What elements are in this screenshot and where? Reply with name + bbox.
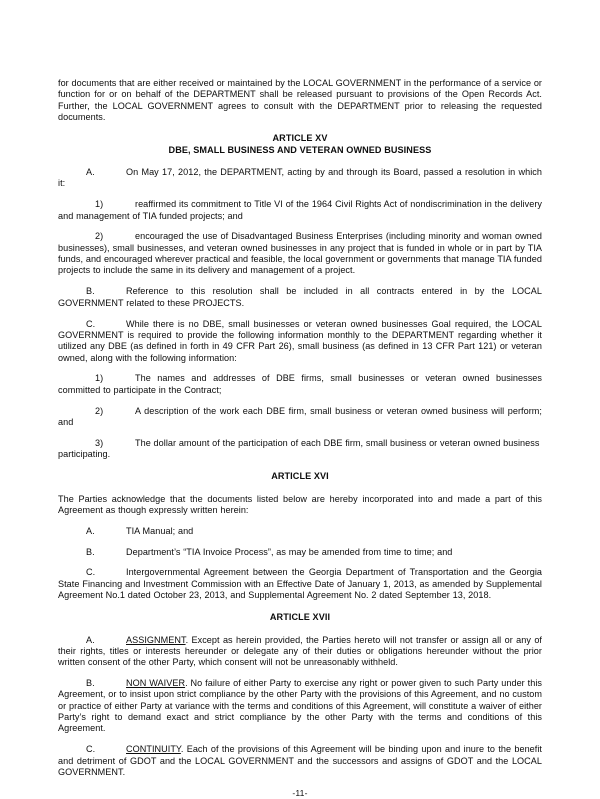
article-xv-item-b-text: Reference to this resolution shall be included in all contracts entered in by the LOCAL GOVERNMENT related to these PROJECTS. <box>58 286 542 308</box>
article-xvii-item-c-continuity-text: . Each of the provisions of this Agreement will be binding upon and inure to the benefit and detriment of GDOT and the LOCAL GOVERNMENT and the successors and assigns of GDOT and the LOCAL GOVERNMENT. <box>58 744 542 777</box>
article-xv-item-c-2 <box>58 406 542 429</box>
article-xv-item-c-1-marker: 1) <box>95 373 104 384</box>
article-xvii-item-a-assignment-text: . Except as herein provided, the Parties hereto will not transfer or assign all or any of their rights, titles or interests hereunder or delegate any of their duties or obligations hereunder without the prior written consent of the other Party, which consent will not be unreasonably withheld. <box>58 634 542 668</box>
article-xv-item-b-marker: B. <box>86 286 95 297</box>
article-xv-item-c-3 <box>58 438 542 461</box>
article-xv-item-a-text: On May 17, 2012, the DEPARTMENT, acting by and through its Board, passed a resolution in which it: <box>58 167 542 189</box>
page-number: -11- <box>292 787 308 798</box>
article-xv-item-a-1 <box>58 199 542 222</box>
article-xvi-intro-paragraph: The Parties acknowledge that the documents listed below are hereby incorporated into and made a part of this Agreement as though expressly written herein: <box>58 493 542 515</box>
article-xvii-item-a-assignment-marker: A. <box>86 634 95 645</box>
article-xvii-item-a-assignment <box>58 635 542 669</box>
article-xvi-item-a-marker: A. <box>86 525 95 536</box>
article-xvi-item-b <box>58 547 542 558</box>
article-xvi-item-b-text: Department’s “TIA Invoice Process”, as may be amended from time to time; and <box>126 546 453 557</box>
article-xv-heading-line-1: ARTICLE XV <box>272 133 328 144</box>
article-xv-item-c-2-text: A description of the work each DBE firm, small business or veteran owned business will perform; and <box>58 405 542 427</box>
article-xv-item-c <box>58 319 542 364</box>
article-xv-item-a-1-marker: 1) <box>95 199 104 210</box>
article-xvii-item-a-assignment-term: ASSIGNMENT <box>126 634 186 645</box>
article-xvi-item-a-text: TIA Manual; and <box>126 525 194 536</box>
article-xv-item-c-2-marker: 2) <box>95 405 104 416</box>
article-xvii-item-c-continuity-term: CONTINUITY <box>126 744 181 755</box>
article-xv-item-c-marker: C. <box>86 318 96 329</box>
article-xvii-heading-line-1: ARTICLE XVII <box>269 612 331 623</box>
article-xvi-item-c-marker: C. <box>86 567 96 578</box>
article-xvii-heading <box>58 612 542 624</box>
article-xv-item-c-1 <box>58 373 542 396</box>
article-xv-item-c-text: While there is no DBE, small businesses or veteran owned businesses Goal required, the LOCAL GOVERNMENT is required to provide the following information monthly to the DEPARTMENT regarding whether it utilized any DBE (as defined in forth in 49 CFR Part 26), small business (as defined in 13 CFR Part 121) or veteran owned, along with the following information: <box>58 318 542 363</box>
article-xvii-item-b-non-waiver-marker: B. <box>86 678 95 689</box>
article-xv-item-a-2-text: encouraged the use of Disadvantaged Business Enterprises (including minority and woman owned businesses), small businesses, and veteran owned businesses in any project that is funded in whole or in part by TIA funds, and encouraged wherever practical and feasible, the local government or governments that manage TIA funded projects to include the same in its delivery and management of a project. <box>58 231 542 276</box>
article-xv-item-c-3-marker: 3) <box>95 437 104 448</box>
article-xv-item-a-marker: A. <box>86 167 95 178</box>
article-xv-item-a-2 <box>58 231 542 276</box>
article-xvii-item-b-non-waiver-term: NON WAIVER <box>126 678 186 689</box>
article-xvii-item-c-continuity-marker: C. <box>86 744 96 755</box>
article-xvi-item-c <box>58 567 542 601</box>
article-xv-heading <box>58 133 542 156</box>
article-xvii-item-b-non-waiver <box>58 678 542 735</box>
article-xv-item-a <box>58 167 542 190</box>
article-xvi-item-b-marker: B. <box>86 546 95 557</box>
article-xv-item-b <box>58 286 542 309</box>
article-xvi-heading-line-1: ARTICLE XVI <box>271 471 329 482</box>
article-xv-item-c-3-text: The dollar amount of the participation of each DBE firm, small business or veteran owned business participating. <box>58 437 540 460</box>
open-records-paragraph: for documents that are either received or maintained by the LOCAL GOVERNMENT in the performance of a service or function for or on behalf of the DEPARTMENT shall be released pursuant to provisions of the Open Records Act. Further, the LOCAL GOVERNMENT agrees to consult with the DEPARTMENT prior to releasing the requested documents. <box>58 78 542 123</box>
article-xvi-item-a <box>58 526 542 537</box>
article-xv-item-a-1-text: reaffirmed its commitment to Title VI of the 1964 Civil Rights Act of nondiscrimination in the delivery and management of TIA funded projects; and <box>58 199 542 221</box>
article-xv-item-c-1-text: The names and addresses of DBE firms, small businesses or veteran owned businesses committed to participate in the Contract; <box>58 373 542 395</box>
article-xvii-item-b-non-waiver-text: . No failure of either Party to exercise any right or power given to such Party under this Agreement, or to insist upon strict compliance by the other Party with the provisions of this Agreement, and no custom or practice of either Party at variance with the terms and conditions of this Agreement, will constitute a waiver of either Party’s right to demand exact and strict compliance by the other Party with the terms and conditions of this Agreement. <box>58 678 542 734</box>
article-xvii-item-c-continuity <box>58 744 542 778</box>
article-xvi-heading <box>58 471 542 483</box>
article-xv-heading-line-2: DBE, SMALL BUSINESS AND VETERAN OWNED BUSINESS <box>168 144 432 155</box>
article-xv-item-a-2-marker: 2) <box>95 231 104 242</box>
article-xvi-item-c-text: Intergovernmental Agreement between the Georgia Department of Transportation and the Georgia State Financing and Investment Commission with an Effective Date of January 1, 2013, as amended by Supplemental Agreement No.1 dated October 23, 2013, and Supplemental Agreement No. 2 dated September 13, 2018. <box>58 567 542 601</box>
document-body <box>58 78 542 778</box>
